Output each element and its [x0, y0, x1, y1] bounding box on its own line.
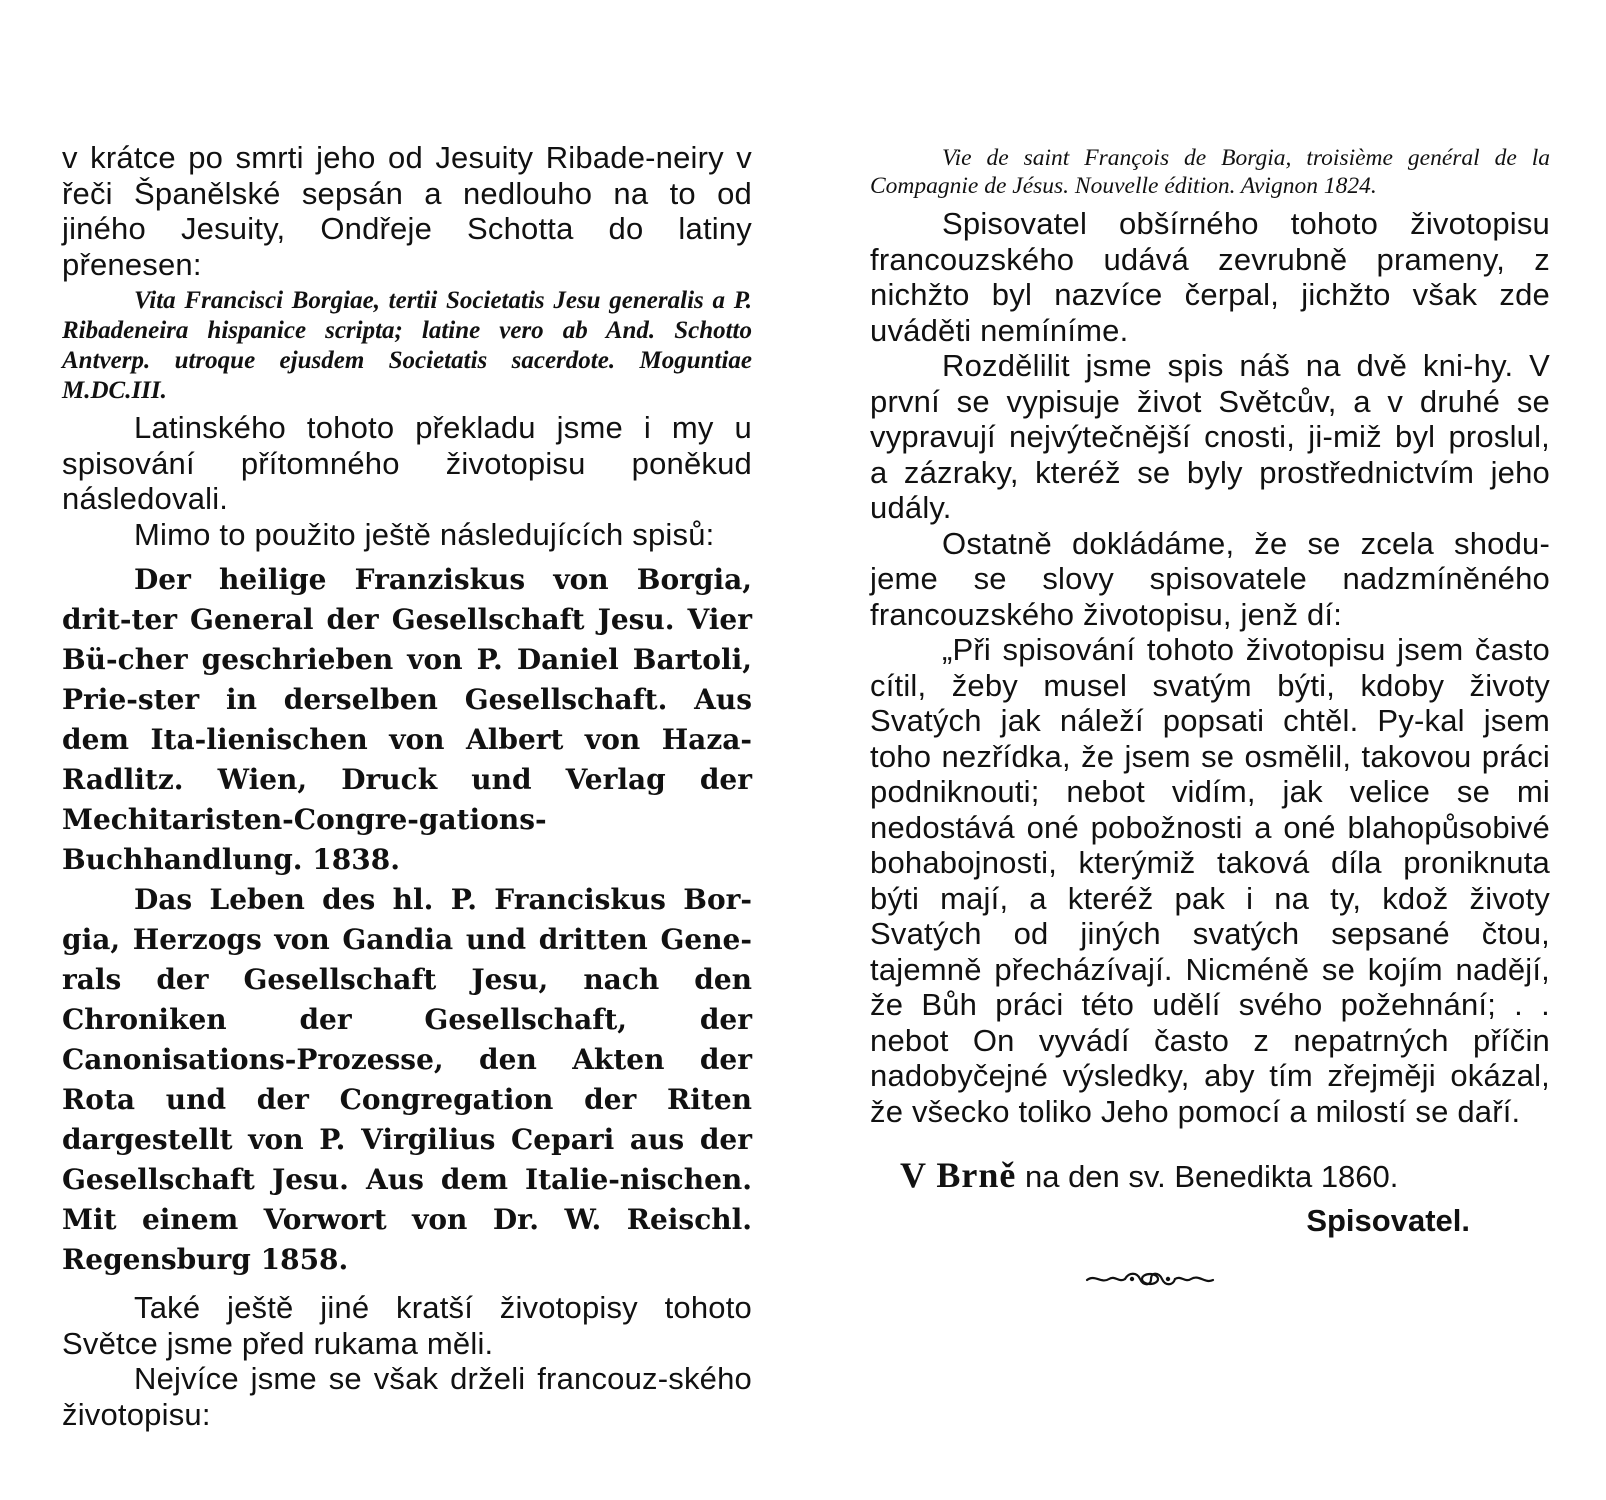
latin-bibliographic-reference: Vita Francisci Borgiae, tertii Societatis Jesu generalis a P. Ribadeneira hispanice scripta; latine vero ab And. Schotto Antverp. utroque ejusdem Societatis sacerdote. Moguntiae M.DC.III. — [62, 287, 752, 404]
other-works-paragraph: Mimo to použito ještě následujících spisů: — [134, 516, 715, 552]
french-life-paragraph: Nejvíce jsme se však drželi francouz-ského životopisu: — [62, 1361, 752, 1432]
left-page — [62, 140, 752, 1432]
intro-paragraph: v krátce po smrti jeho od Jesuity Ribade-neiry v řeči Španělské sepsán a nedlouho na to od jiného Jesuity, Ondřeje Schotta do latiny přenesen: — [62, 140, 752, 282]
latin-translation-paragraph: Latinského tohoto překladu jsme i my u spisování přítomného životopisu poněkud následovali. — [62, 410, 752, 516]
end-ornament-icon — [1085, 1269, 1215, 1289]
quotation-paragraph: „Při spisování tohoto životopisu jsem často cítil, žeby musel svatým býti, kdoby životy Svatých jak náleží popsati chtěl. Py-kal jsem toho nezřídka, že jsem se osmělil, takovou práci podniknouti; nebot vidím, jak velice se mi nedostává oné pobožnosti a oné blahopůsobivé bohabojnosti, kterýmiž taková díla proniknuta býti mají, a kteréž pak i na ty, kdož životy Svatých od jiných svatých sepsané čtou, tajemně přecházívají. Nicméně se kojím nadějí, že Bůh práci této udělí svého požehnání; . . nebot On vyvádí často z nepatrných příčin nadobyčejné výsledky, aby tím zřejměji okázal, že všecko toliko Jeho pomocí a milostí se daří. — [870, 632, 1550, 1129]
german-bibliographic-reference-bartoli: Der heilige Franziskus von Borgia, drit-ter General der Gesellschaft Jesu. Vier Bü-cher geschrieben von P. Daniel Bartoli, Prie-ster in derselben Gesellschaft. Aus dem Ita-lienischen von Albert von Haza-Radlitz. Wien, Druck und Verlag der Mechitaristen-Congre-gations-Buchhandlung. 1838. — [62, 563, 752, 876]
date-text: na den sv. Benedikta 1860. — [1024, 1159, 1399, 1194]
agreement-paragraph: Ostatně dokládáme, že se zcela shodu-jeme se slovy spisovatele nadzmíněného francouzského životopisu, jenž dí: — [870, 525, 1550, 632]
author-signature: Spisovatel. — [1306, 1203, 1470, 1238]
sources-paragraph: Spisovatel obšírného tohoto životopisu francouzského udává zevrubně prameny, z nichžto byl nazvíce čerpal, jichžto však zde uváděti nemíníme. — [870, 206, 1550, 348]
french-bibliographic-reference: Vie de saint François de Borgia, troisième genéral de la Compagnie de Jésus. Nouvelle édition. Avignon 1824. — [870, 145, 1550, 199]
place-and-date-line — [870, 1157, 1550, 1195]
place-name: V Brně — [900, 1155, 1017, 1195]
division-paragraph: Rozdělilit jsme spis náš na dvě kni-hy. V první se vypisuje život Světcův, a v druhé se vypravují nejvýtečnější cnosti, ji-miž byl proslul, a zázraky, kteréž se byly prostřednictvím jeho udály. — [870, 348, 1550, 525]
german-bibliographic-reference-cepari: Das Leben des hl. P. Franciskus Bor-gia, Herzogs von Gandia und dritten Gene-rals der Gesellschaft Jesu, nach den Chroniken der Gesellschaft, der Canonisations-Prozesse, den Akten der Rota und der Congregation der Riten dargestellt von P. Virgilius Cepari aus der Gesellschaft Jesu. Aus dem Italie-nischen. Mit einem Vorwort von Dr. W. Reischl. Regensburg 1858. — [62, 883, 752, 1276]
right-page — [870, 140, 1550, 1289]
shorter-lives-paragraph: Také ještě jiné kratší životopisy tohoto Světce jsme před rukama měli. — [62, 1290, 752, 1361]
